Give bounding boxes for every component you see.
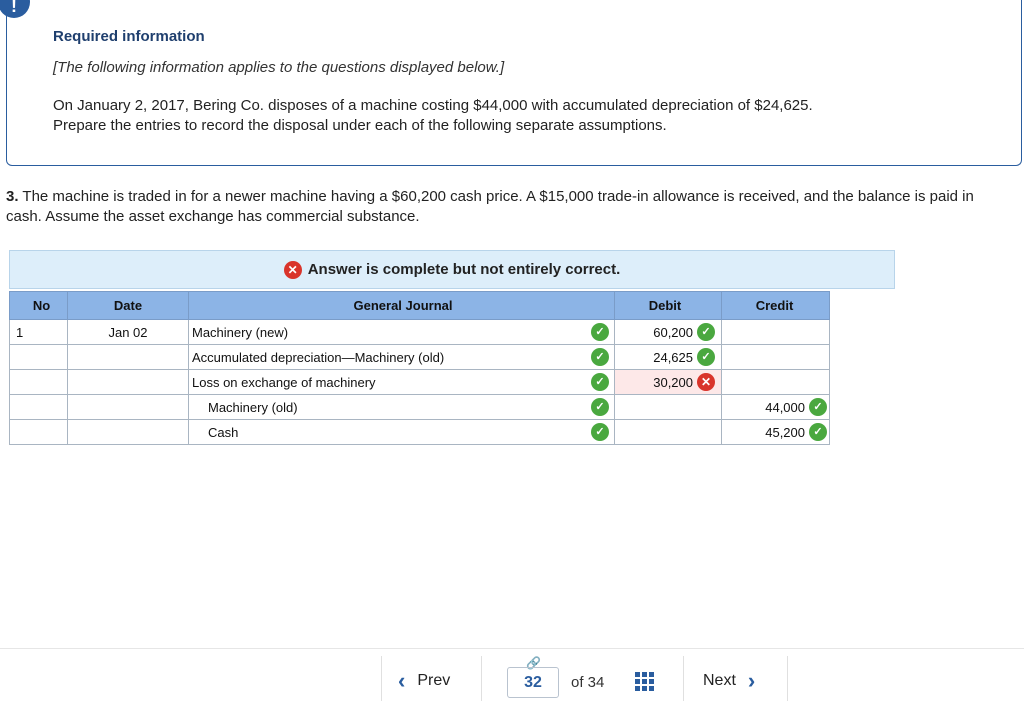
nav-divider — [0, 648, 1024, 649]
row-date[interactable] — [68, 395, 189, 420]
nav-separator — [381, 656, 382, 701]
header-general-journal: General Journal — [189, 292, 615, 320]
row-debit[interactable] — [615, 420, 722, 445]
nav-separator — [481, 656, 482, 701]
current-page-input[interactable]: 32 — [507, 667, 559, 698]
info-line-1: On January 2, 2017, Bering Co. disposes of a machine costing $44,000 with accumulated depreciation of $24,625. — [53, 97, 813, 114]
row-no — [10, 370, 68, 395]
row-account[interactable] — [189, 345, 615, 370]
account-name: Machinery (new) — [192, 324, 289, 340]
required-information-panel — [6, 0, 1022, 166]
correct-check-icon: ✓ — [697, 348, 715, 366]
header-debit: Debit — [615, 292, 722, 320]
answer-status-text: Answer is complete but not entirely correct. — [307, 261, 621, 278]
account-name: Accumulated depreciation—Machinery (old) — [192, 349, 445, 365]
info-title: Required information — [53, 28, 205, 45]
table-row — [10, 370, 830, 395]
prev-label: Prev — [417, 672, 451, 689]
incorrect-icon: ✕ — [697, 373, 715, 391]
correct-check-icon: ✓ — [697, 323, 715, 341]
info-body — [53, 96, 993, 136]
general-journal-table — [9, 291, 830, 445]
row-no: 1 — [10, 320, 68, 345]
table-row — [10, 395, 830, 420]
correct-check-icon: ✓ — [591, 423, 609, 441]
nav-separator — [683, 656, 684, 701]
grid-icon[interactable] — [635, 672, 654, 691]
table-row — [10, 420, 830, 445]
row-debit[interactable] — [615, 345, 722, 370]
row-no — [10, 420, 68, 445]
row-credit[interactable] — [722, 320, 830, 345]
info-subtitle: [The following information applies to the questions displayed below.] — [53, 59, 505, 76]
chevron-right-icon: › — [747, 668, 756, 693]
header-credit: Credit — [722, 292, 830, 320]
link-icon: 🔗 — [526, 656, 541, 670]
page-total: of 34 — [571, 674, 605, 691]
table-header-row — [10, 292, 830, 320]
info-line-2: Prepare the entries to record the disposal under each of the following separate assumptions. — [53, 117, 667, 134]
row-no — [10, 345, 68, 370]
correct-check-icon: ✓ — [809, 398, 827, 416]
row-account[interactable] — [189, 420, 615, 445]
account-name: Loss on exchange of machinery — [192, 374, 376, 390]
answer-status-banner — [9, 250, 895, 289]
row-account[interactable] — [189, 320, 615, 345]
row-account[interactable] — [189, 395, 615, 420]
header-date: Date — [68, 292, 189, 320]
row-date[interactable] — [68, 420, 189, 445]
row-no — [10, 395, 68, 420]
table-row — [10, 345, 830, 370]
correct-check-icon: ✓ — [591, 373, 609, 391]
row-date[interactable] — [68, 370, 189, 395]
question-text — [6, 187, 1006, 227]
row-debit[interactable] — [615, 370, 722, 395]
question-body: The machine is traded in for a newer machine having a $60,200 cash price. A $15,000 trade-in allowance is received, and the balance is paid in cash. Assume the asset exchange has commercial substance. — [6, 188, 974, 225]
account-name: Machinery (old) — [208, 399, 298, 415]
debit-amount: 24,625 — [653, 349, 693, 365]
credit-amount: 45,200 — [765, 424, 805, 440]
row-credit[interactable] — [722, 420, 830, 445]
correct-check-icon: ✓ — [809, 423, 827, 441]
next-label: Next — [703, 672, 736, 689]
chevron-left-icon: ‹ — [398, 668, 406, 693]
header-no: No — [10, 292, 68, 320]
correct-check-icon: ✓ — [591, 348, 609, 366]
incorrect-icon: ✕ — [284, 261, 302, 279]
credit-amount: 44,000 — [765, 399, 805, 415]
question-number: 3. — [6, 188, 19, 205]
row-date[interactable]: Jan 02 — [68, 320, 189, 345]
row-credit[interactable] — [722, 345, 830, 370]
correct-check-icon: ✓ — [591, 323, 609, 341]
alert-icon: ! — [0, 0, 30, 18]
row-credit[interactable] — [722, 370, 830, 395]
account-name: Cash — [208, 424, 239, 440]
row-date[interactable] — [68, 345, 189, 370]
nav-separator — [787, 656, 788, 701]
debit-amount: 30,200 — [653, 374, 693, 390]
row-debit[interactable] — [615, 395, 722, 420]
debit-amount: 60,200 — [653, 324, 693, 340]
next-button[interactable] — [703, 670, 755, 692]
row-debit[interactable] — [615, 320, 722, 345]
row-credit[interactable] — [722, 395, 830, 420]
row-account[interactable] — [189, 370, 615, 395]
table-row — [10, 320, 830, 345]
correct-check-icon: ✓ — [591, 398, 609, 416]
prev-button[interactable] — [398, 670, 450, 692]
